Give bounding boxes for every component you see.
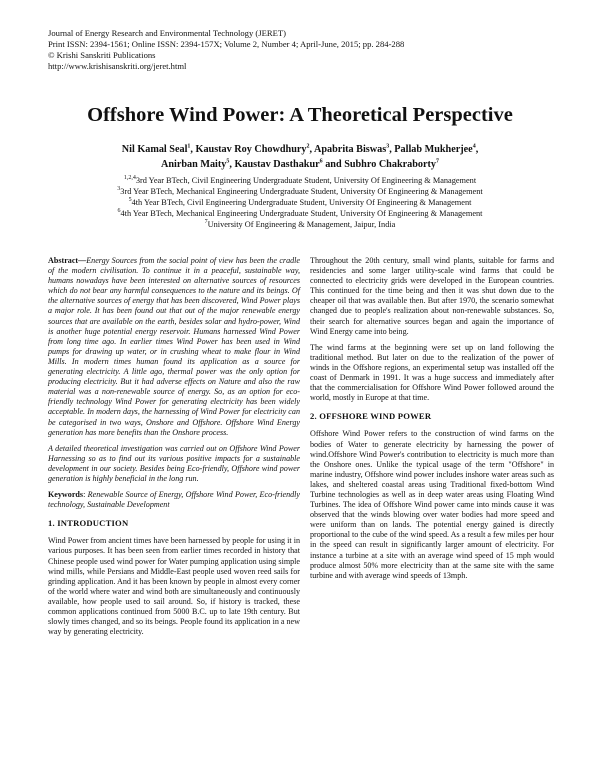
affiliation-text: 4th Year BTech, Civil Engineering Undergraduate Student, University Of Engineering & Management — [131, 198, 472, 207]
affiliation — [60, 208, 540, 219]
left-column — [48, 256, 300, 643]
author-sep: , — [309, 144, 315, 155]
author-sep: , — [475, 144, 479, 155]
abstract — [48, 256, 300, 438]
author-sup: 6 — [319, 158, 323, 165]
journal-header — [48, 28, 404, 72]
journal-url[interactable]: http://www.krishisanskriti.org/jeret.html — [48, 61, 187, 71]
author-sup: 3 — [386, 143, 390, 150]
history-paragraph: Throughout the 20th century, small wind plants, suitable for farms and residencies and some larger utility-scale wind farms that could be connected to electricity grids were developed in the European countries. This continued for the time being and then it was shut down due to the cheaper oil that was available then. But after 1970, the scenario somewhat changed due to people's realization about non-renewable substances. So, their search for alternative sources began and again the importance of Wind Energy came into being. — [310, 256, 554, 336]
affiliation — [60, 186, 540, 197]
author-sep: , — [229, 159, 235, 170]
author-sup: 7 — [436, 158, 439, 165]
keywords-text: Renewable Source of Energy, Offshore Wind Power, Eco-friendly technology, Sustainable Development — [48, 490, 300, 510]
affiliation-sup: 6 — [117, 208, 121, 215]
author-name: Subhro Chakraborty — [344, 159, 436, 170]
keywords: Keywords: Renewable Source of Energy, Offshore Wind Power, Eco-friendly technology, Sustainable Development — [48, 490, 300, 510]
affiliation-sup: 1,2,4 — [123, 175, 136, 182]
author-name: Kaustav Roy Chowdhury — [195, 144, 307, 155]
affiliation — [60, 219, 540, 230]
section-heading-introduction: 1. INTRODUCTION — [48, 518, 129, 529]
author-sup: 1 — [187, 143, 191, 150]
section-heading-offshore: 2. OFFSHORE WIND POWER — [310, 411, 432, 422]
author-name: Kaustav Dasthakur — [234, 159, 320, 170]
author-sep: and — [322, 159, 345, 170]
affiliation-text: 3rd Year BTech, Mechanical Engineering Undergraduate Student, University Of Engineering & Management — [120, 187, 483, 196]
author-list — [60, 142, 540, 172]
journal-name: Journal of Energy Research and Environmental Technology (JERET) — [48, 28, 286, 38]
abstract-text: Energy Sources from the social point of view has been the cradle of the modern civilisation. To continue it in a peaceful, sustainable way, humans nowadays have been interested on alternative sources of resources which do not bear any harmful consequences to the nature and its beings. Of the alternative sources of energy that has been discovered, Wind Power plays a major role. It has been found out that out of the major renewable energy sources that are available on the earth, besides solar and hydro-power, Wind is another huge potential energy reservoir. Humans harnessed Wind Power from long time ago. In earlier times Wind Power has been used in Wind pumps for drawing up water, or in crushing wheat to make flour in Wind Mills. In modern times human found its application as a source for generating electricity. A little ago, thermal power was the only option for producing electricity. But it had adverse effects on Nature and also the raw material was a non-renewable source of energy. So, as an option for eco-friendly technology Wind Power for generating electricity has been widely acceptable. In modern days, the harnessing of Wind Power for electricity can be categorised in two ways, Onshore and Offshore. Offshore Wind Energy generation has more benefits than the Onshore process. — [48, 256, 300, 437]
author-sup: 2 — [306, 143, 310, 150]
author-name: Pallab Mukherjee — [394, 144, 473, 155]
offshore-paragraph: Offshore Wind Power refers to the construction of wind farms on the bodies of Water to generate electricity by harnessing the power of wind.Offshore Wind Power's contribution to electricity is much more than the Onshore ones. Unlike the typical usage of the term "Offshore" in marine industry, Offshore wind power includes inshore water areas such as lakes, and sheltered coastal areas using Traditional fixed-bottom Wind Turbine technologies as well as in deep water areas using Floating Wind Turbines. The idea of Offshore Wind power came into minds cause it was observed that the winds blowing over water bodies had more speed and were uniform than on lands. The potential energy gained is directly proportional to the cube of the wind speed. As a result a few miles per hour in the speed can result in significantly larger amount of electricity. For instance a turbine at a site with an average wind speed of 15 mph would produce almost 50% more electricity than at the same site with the same turbine and with average wind speeds of 13mph. — [310, 429, 554, 580]
issn-line: Print ISSN: 2394-1561; Online ISSN: 2394-157X; Volume 2, Number 4; April-June, 2015; pp. 284-288 — [48, 39, 405, 49]
affiliation-text: 3rd Year BTech, Civil Engineering Undergraduate Student, University Of Engineering & Management — [135, 176, 477, 185]
author-sup: 4 — [472, 143, 476, 150]
author-name: Apabrita Biswas — [314, 144, 387, 155]
publisher-line: © Krishi Sanskriti Publications — [48, 50, 156, 60]
affiliation-sup: 3 — [117, 186, 121, 193]
author-sep: , — [190, 144, 196, 155]
right-column — [310, 256, 554, 587]
keywords-label: Keywords — [48, 490, 84, 500]
author-name: Nil Kamal Seal — [121, 144, 188, 155]
affiliation-sup: 5 — [128, 197, 132, 204]
affiliation-list — [60, 175, 540, 230]
affiliation-text: University Of Engineering & Management, Jaipur, India — [207, 220, 396, 229]
abstract-label: Abstract— — [48, 256, 87, 265]
paper-title: Offshore Wind Power: A Theoretical Perspective — [87, 104, 513, 126]
affiliation-text: 4th Year BTech, Mechanical Engineering Undergraduate Student, University Of Engineering & Management — [120, 209, 483, 218]
intro-paragraph: Wind Power from ancient times have been harnessed by people for using it in various purposes. It has been seen from earlier times recorded in history that Chinese people used wind power for Water pumping application using simple wind mills, while Persians and Middle-East people used woven reed sails for grinding application. And it has been known by people in almost every corner of the world where water and wind both are simultaneously and continuously available, how people used to sail around. So, if history is tracked, these common applications continued from 5000 B.C. up to late 19th century. But slowly times changed, and so its beings. People found its application in a new way by generating electricity. — [48, 536, 300, 637]
author-name: Anirban Maity — [160, 159, 227, 170]
affiliation — [60, 175, 540, 186]
author-sep: , — [389, 144, 395, 155]
abstract-paragraph-2: A detailed theoretical investigation was carried out on Offshore Wind Power Harnessing so as to find out its various positive impacts for a sustainable development in our society. Besides being Eco-friendly, Offshore wind power generation is highly beneficial in the long run. — [48, 443, 300, 483]
affiliation — [60, 197, 540, 208]
wind-farm-paragraph: The wind farms at the beginning were set up on land following the traditional method. But later on due to the realization of the power of winds in the Offshore regions, an experimental setup was installed off the coast of Denmark in 1991. It was a huge success and immediately after that the commercialisation for Offshore Wind Power followed around the world, mostly in Europe at that time. — [310, 342, 554, 403]
affiliation-sup: 7 — [204, 219, 208, 226]
author-sup: 5 — [226, 158, 230, 165]
